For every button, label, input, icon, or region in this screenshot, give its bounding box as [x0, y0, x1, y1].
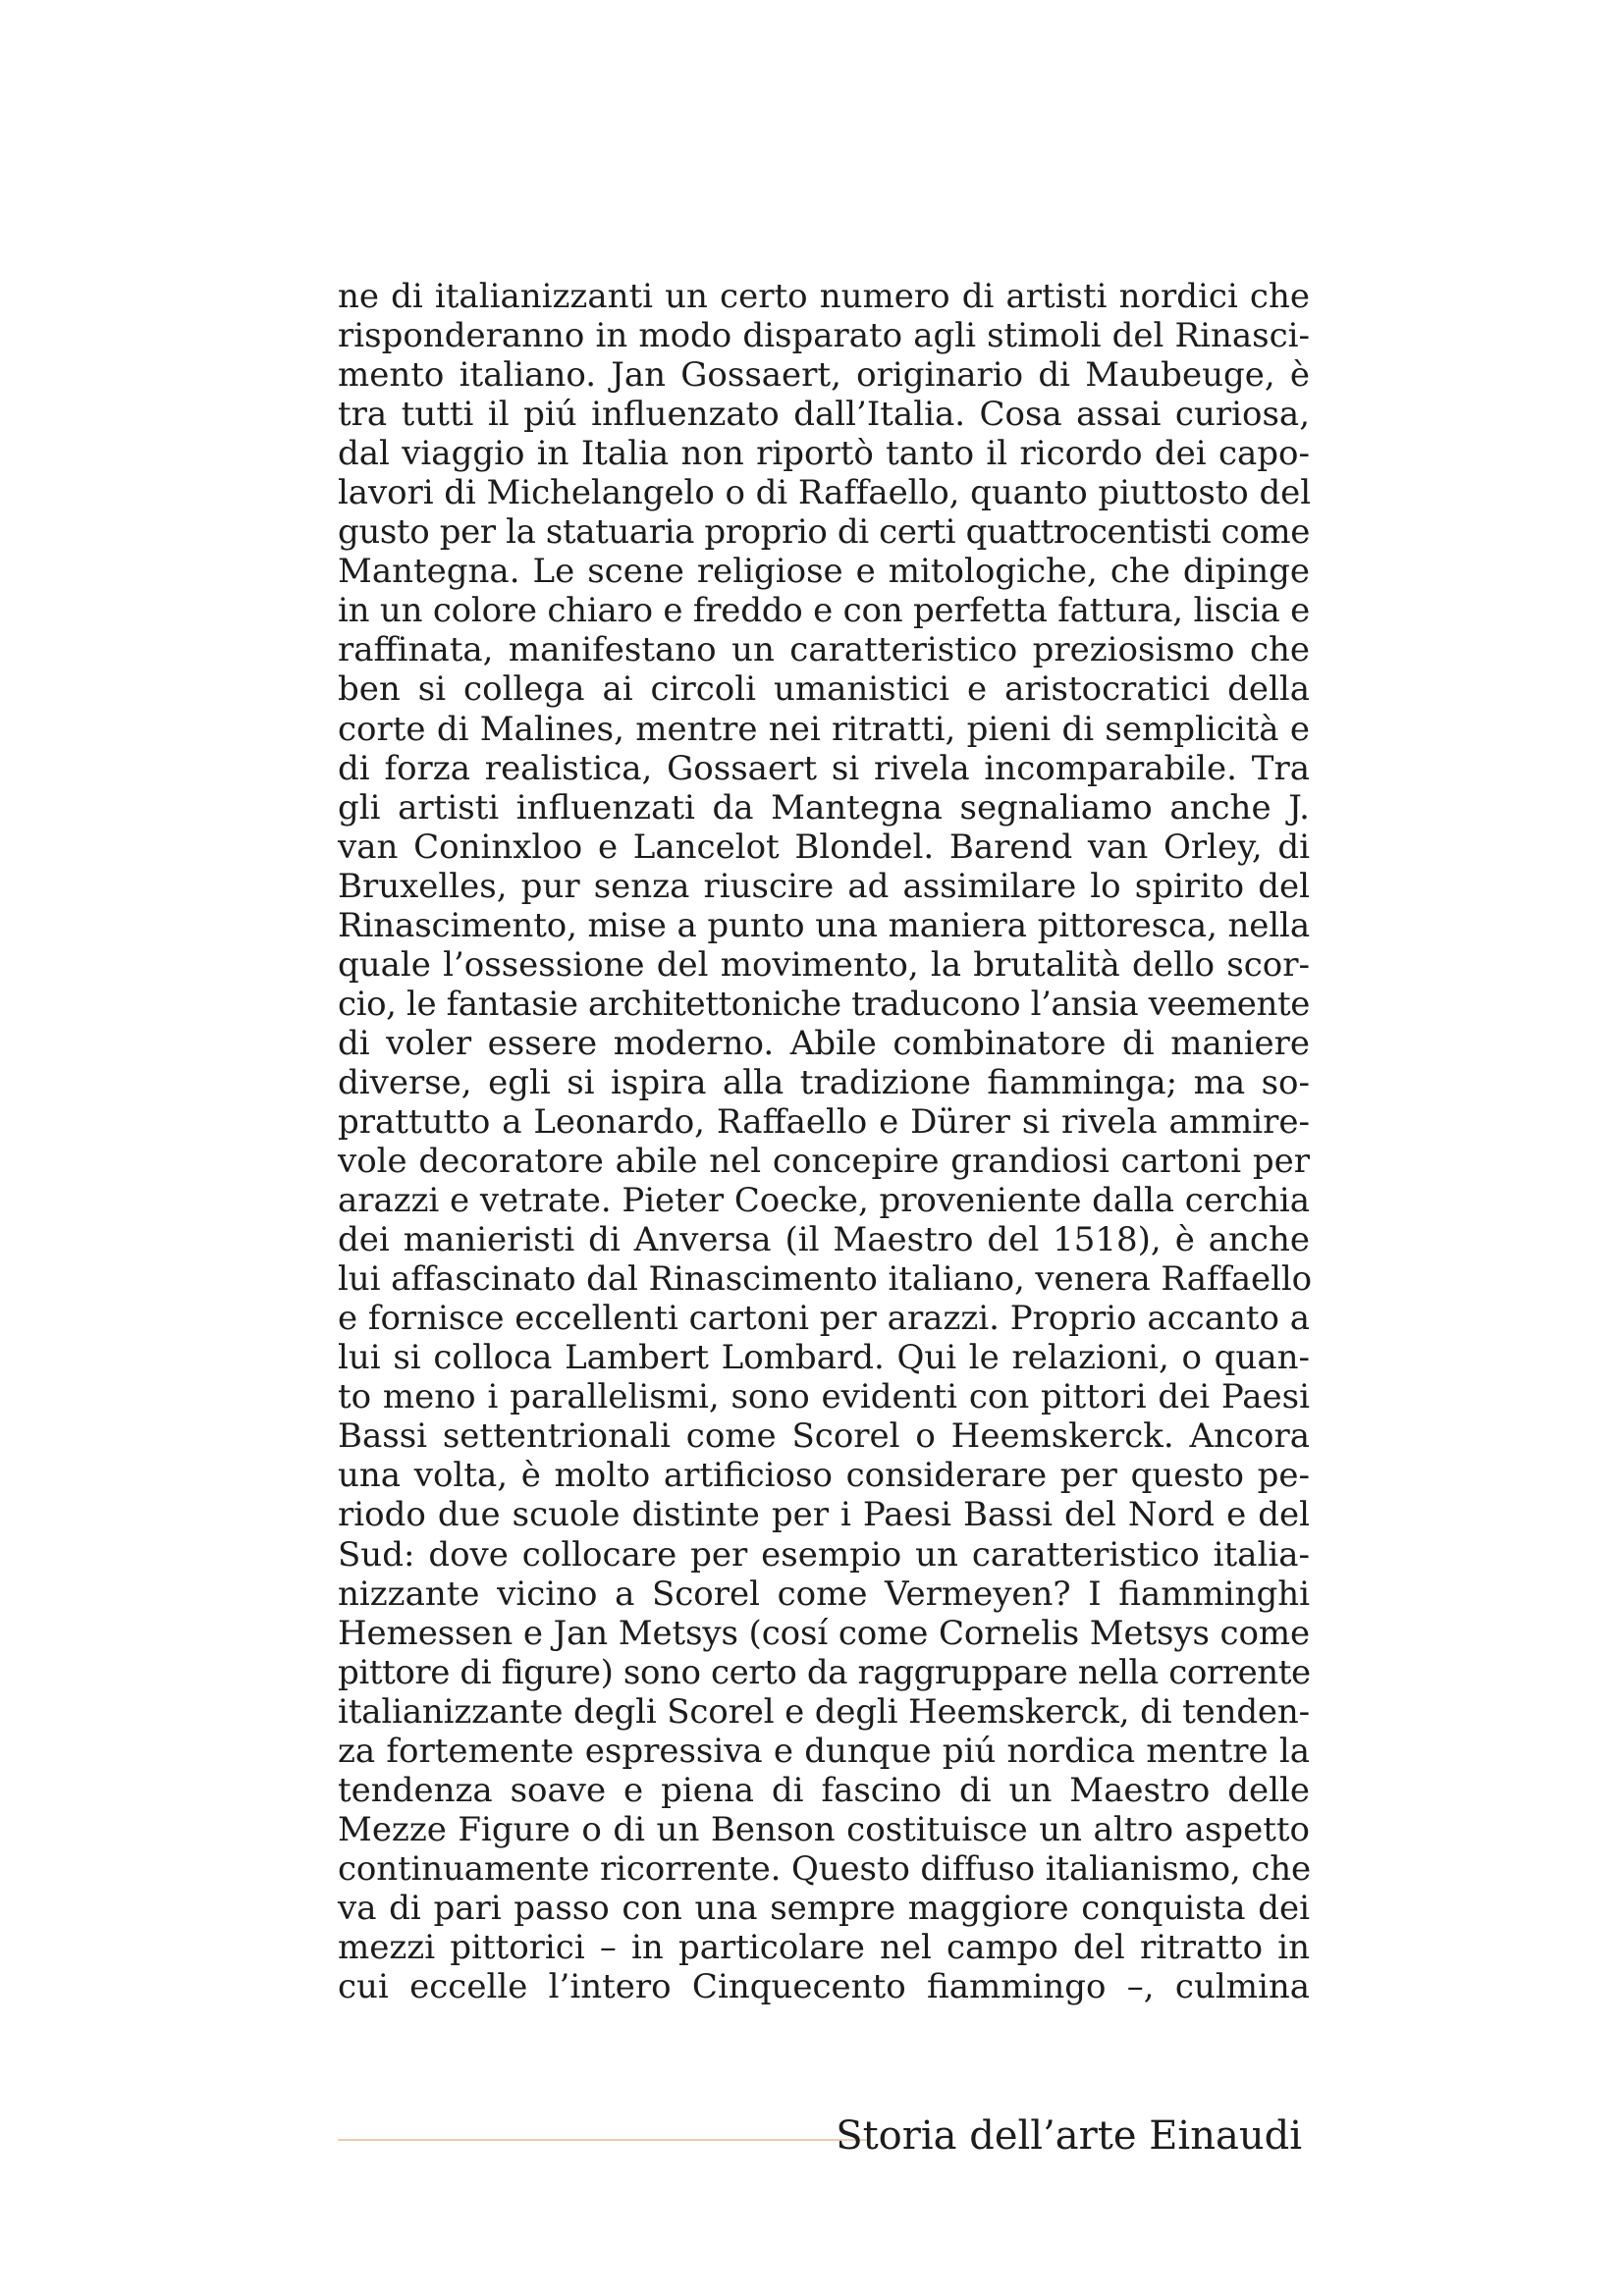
text-line: riodo due scuole distinte per i Paesi Bassi del Nord e del — [338, 1495, 1310, 1535]
text-line: Mezze Figure o di un Benson costituisce un altro aspetto — [338, 1809, 1310, 1849]
text-line: Bruxelles, pur senza riuscire ad assimilare lo spirito del — [338, 866, 1310, 906]
text-line: una volta, è molto artificioso considerare per questo pe- — [338, 1456, 1310, 1496]
text-line: diverse, egli si ispira alla tradizione fiamminga; ma so- — [338, 1062, 1310, 1102]
text-line: gli artisti influenzati da Mantegna segnaliamo anche J. — [338, 787, 1310, 828]
footer-rule — [338, 2139, 868, 2141]
text-line: vole decoratore abile nel concepire grandiosi cartoni per — [338, 1142, 1310, 1182]
text-line: raffinata, manifestano un caratteristico preziosismo che — [338, 630, 1310, 670]
text-line: va di pari passo con una sempre maggiore conquista dei — [338, 1888, 1310, 1928]
text-line: Rinascimento, mise a punto una maniera pittoresca, nella — [338, 905, 1310, 945]
text-line: lui si colloca Lambert Lombard. Qui le relazioni, o quan- — [338, 1338, 1310, 1378]
text-line: dei manieristi di Anversa (il Maestro del 1518), è anche — [338, 1220, 1310, 1260]
text-line: Sud: dove collocare per esempio un caratteristico italia- — [338, 1534, 1310, 1575]
footer-title: Storia dell’arte Einaudi — [836, 2113, 1302, 2159]
text-line: Mantegna. Le scene religiose e mitologiche, che dipinge — [338, 552, 1310, 592]
text-line: ne di italianizzanti un certo numero di artisti nordici che — [338, 277, 1310, 316]
text-line: Hemessen e Jan Metsys (cosí come Cornelis Metsys come — [338, 1613, 1310, 1653]
text-line: tendenza soave e piena di fascino di un Maestro delle — [338, 1770, 1310, 1810]
text-line: mento italiano. Jan Gossaert, originario di Maubeuge, è — [338, 355, 1310, 396]
text-line: gusto per la statuaria proprio di certi quattrocentisti come — [338, 512, 1310, 553]
text-line: italianizzante degli Scorel e degli Heemskerck, di tenden- — [338, 1691, 1310, 1732]
text-line: ben si collega ai circoli umanistici e aristocratici della — [338, 669, 1310, 710]
text-line: quale l’ossessione del movimento, la brutalità dello scor- — [338, 944, 1310, 985]
text-line: di forza realistica, Gossaert si rivela incomparabile. Tra — [338, 748, 1310, 788]
text-line: to meno i parallelismi, sono evidenti con pittori dei Paesi — [338, 1377, 1310, 1417]
text-line: in un colore chiaro e freddo e con perfetta fattura, liscia e — [338, 591, 1310, 631]
text-line: pittore di figure) sono certo da raggruppare nella corrente — [338, 1652, 1311, 1692]
text-line: tra tutti il piú influenzato dall’Italia. Cosa assai curiosa, — [338, 395, 1310, 435]
text-line: cui eccelle l’intero Cinquecento fiammingo –, culmina — [338, 1967, 1310, 2007]
text-line: nizzante vicino a Scorel come Vermeyen? I fiamminghi — [338, 1574, 1310, 1614]
text-line: di voler essere moderno. Abile combinatore di maniere — [338, 1023, 1310, 1063]
text-line: cio, le fantasie architettoniche traducono l’ansia veemente — [338, 984, 1310, 1024]
text-line: mezzi pittorici – in particolare nel campo del ritratto in — [338, 1927, 1310, 1967]
text-line: risponderanno in modo disparato agli stimoli del Rinasci- — [338, 316, 1310, 356]
text-line: van Coninxloo e Lancelot Blondel. Barend van Orley, di — [338, 827, 1310, 867]
body-text — [338, 277, 1313, 2007]
text-line: Bassi settentrionali come Scorel o Heemskerck. Ancora — [338, 1416, 1310, 1457]
text-line: prattutto a Leonardo, Raffaello e Dürer si rivela ammire- — [338, 1101, 1310, 1142]
text-line: continuamente ricorrente. Questo diffuso italianismo, che — [338, 1848, 1312, 1889]
text-line: corte di Malines, mentre nei ritratti, pieni di semplicità e — [338, 709, 1310, 749]
text-line: lui affascinato dal Rinascimento italiano, venera Raffaello — [338, 1259, 1313, 1300]
text-line: arazzi e vetrate. Pieter Coecke, proveniente dalla cerchia — [338, 1181, 1310, 1221]
page-footer — [338, 2107, 1310, 2165]
text-line: dal viaggio in Italia non riportò tanto il ricordo dei capo- — [338, 434, 1310, 474]
text-line: e fornisce eccellenti cartoni per arazzi. Proprio accanto a — [338, 1299, 1310, 1339]
text-line: za fortemente espressiva e dunque piú nordica mentre la — [338, 1731, 1310, 1771]
text-line: lavori di Michelangelo o di Raffaello, quanto piuttosto del — [338, 473, 1312, 513]
